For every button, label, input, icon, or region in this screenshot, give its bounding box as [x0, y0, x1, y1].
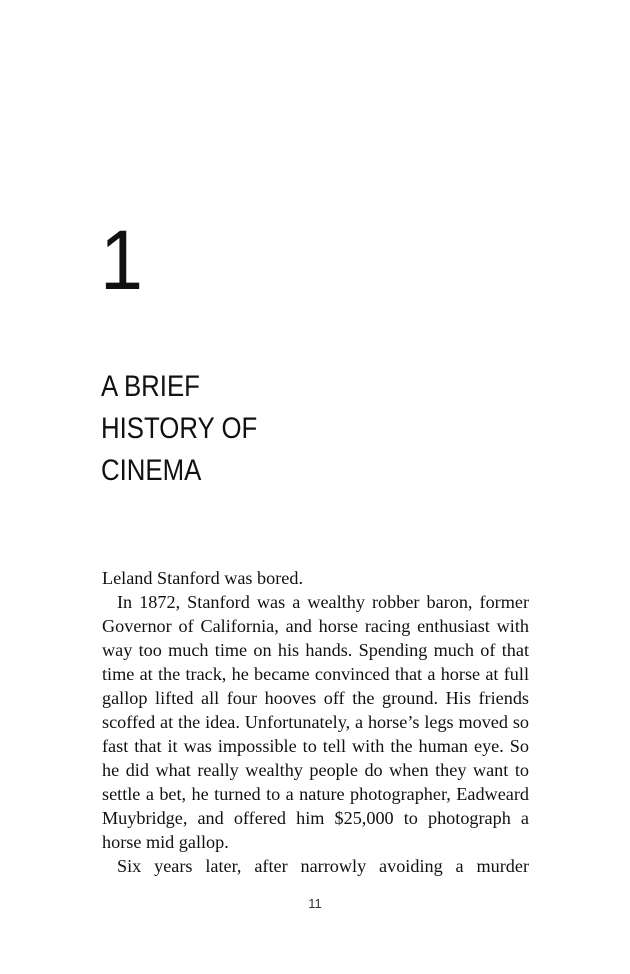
- page-number: 11: [308, 896, 322, 911]
- chapter-title: [101, 366, 283, 492]
- body-text: [102, 566, 529, 878]
- paragraph: Six years later, after narrowly avoiding a murder: [117, 856, 529, 876]
- chapter-number: 1: [100, 213, 143, 307]
- paragraph: Leland Stanford was bored.: [102, 568, 304, 588]
- chapter-title-line: CINEMA: [101, 454, 202, 487]
- paragraph: In 1872, Stanford was a wealthy robber baron, former Governor of California, and horse racing enthusiast with way too much time on his hands. Spending much of that time at the track, he became convinced that a horse at full gallop lifted all four hooves off the ground. His friends scoffed at the idea. Unfortunately, a horse’s legs moved so fast that it was impossible to tell with the human eye. So he did what really wealthy people do when they want to settle a bet, he turned to a nature photographer, Eadweard Muybridge, and offered him $25,000 to photograph a horse mid gallop.: [102, 592, 529, 852]
- chapter-title-line: A BRIEF: [101, 370, 200, 403]
- chapter-title-line: HISTORY OF: [101, 412, 258, 445]
